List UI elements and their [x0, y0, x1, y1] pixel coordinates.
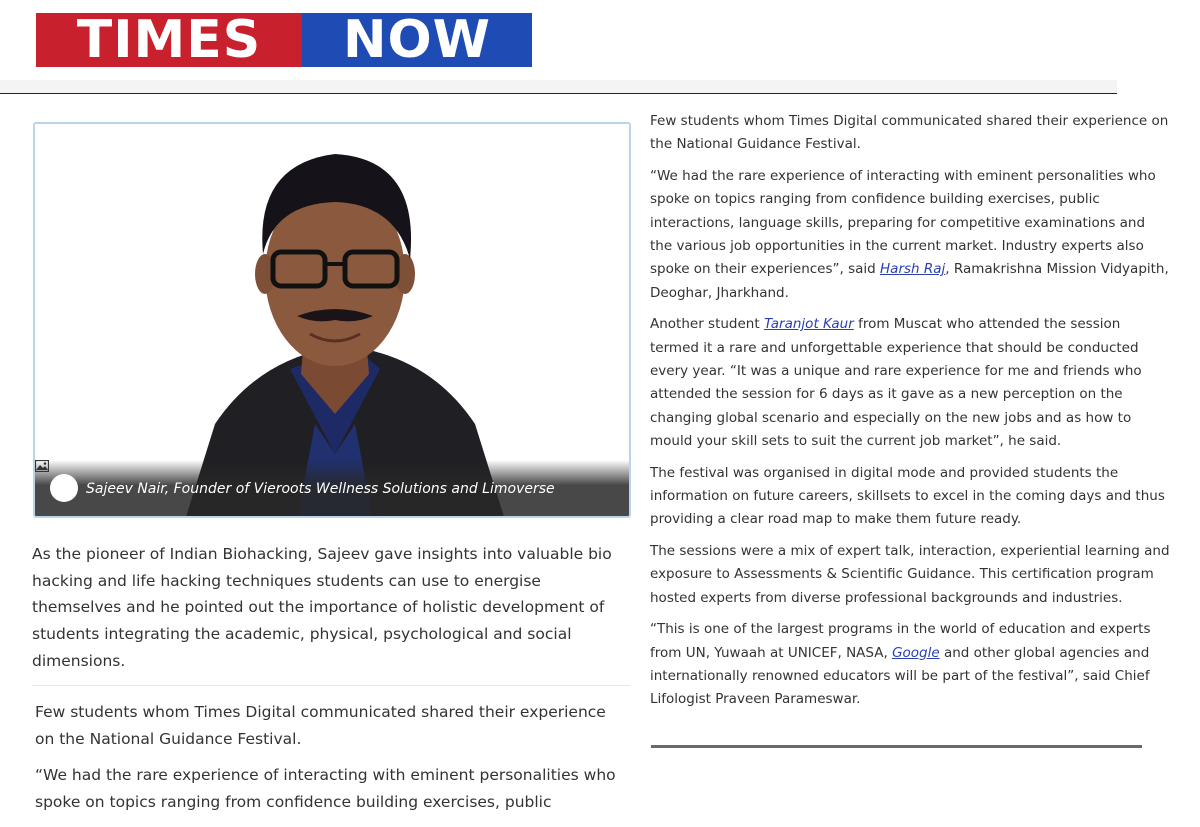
article-paragraph: The festival was organised in digital mode and provided students the information on future careers, skillsets to excel in the coming days and thus providing a clear road map to make them future ready. [650, 464, 1165, 528]
header-divider [0, 93, 1117, 94]
photo-caption: Sajeev Nair, Founder of Vieroots Wellness Solutions and Limoverse [86, 481, 555, 497]
article-paragraph: Few students whom Times Digital communicated shared their experience on the National Guidance Festival. [650, 113, 1169, 153]
column-end-divider [651, 745, 1142, 748]
link-taranjot-kaur[interactable]: Taranjot Kaur [763, 316, 854, 333]
times-now-logo[interactable] [36, 13, 532, 67]
link-harsh-raj[interactable]: Harsh Raj [880, 261, 946, 278]
featured-photo [33, 122, 631, 518]
photo-caption-bar [35, 460, 629, 516]
article-paragraph: “This is one of the largest programs in the world of education and experts from UN, Yuwaah at UNICEF, NASA, Google and other global agencies and internationally renowned educators will be part of the festival”, said Chief Lifologist Praveen Parameswar. [650, 621, 1151, 708]
logo-now-text: NOW [302, 13, 532, 67]
article-paragraph: “We had the rare experience of interacting with eminent personalities who spoke on topics ranging from confidence building exercises, public interactions, language skills, preparing for competitive examinations and the various job opportunities in the current market. Industry experts also spoke on their experiences”, said Harsh Raj, Ramakrishna Mission Vidyapith, Deoghar, Jharkhand. [650, 168, 1169, 301]
article-paragraph: Another student Taranjot Kaur from Muscat who attended the session termed it a rare and unforgettable experience that should be conducted every year. “It was a unique and rare experience for me and friends who attended the session for 6 days as it gave as a new perception on the changing global scenario and especially on the new jobs and as how to mould your skill sets to suit the current job market”, he said. [650, 316, 1142, 449]
logo-times-text: TIMES [36, 13, 302, 67]
article-right-column [650, 110, 1170, 720]
link-google[interactable]: Google [892, 644, 940, 661]
image-icon [50, 474, 78, 502]
section-divider [32, 685, 630, 686]
header-band [0, 80, 1117, 93]
article-paragraph-biohacking: As the pioneer of Indian Biohacking, Sajeev gave insights into valuable bio hacking and life hacking techniques students can use to energise themselves and he pointed out the importance of holistic development of students integrating the academic, physical, psychological and social dimensions. [32, 545, 612, 670]
article-paragraph-students: Few students whom Times Digital communicated shared their experience on the National Guidance Festival. [35, 703, 606, 748]
portrait-illustration [35, 124, 631, 518]
article-paragraph-quote-truncated: “We had the rare experience of interacting with eminent personalities who spoke on topics ranging from confidence building exercises, public [35, 766, 616, 811]
article-paragraph: The sessions were a mix of expert talk, interaction, experiential learning and exposure to Assessments & Scientific Guidance. This certification program hosted experts from diverse professional backgrounds and industries. [650, 543, 1170, 606]
